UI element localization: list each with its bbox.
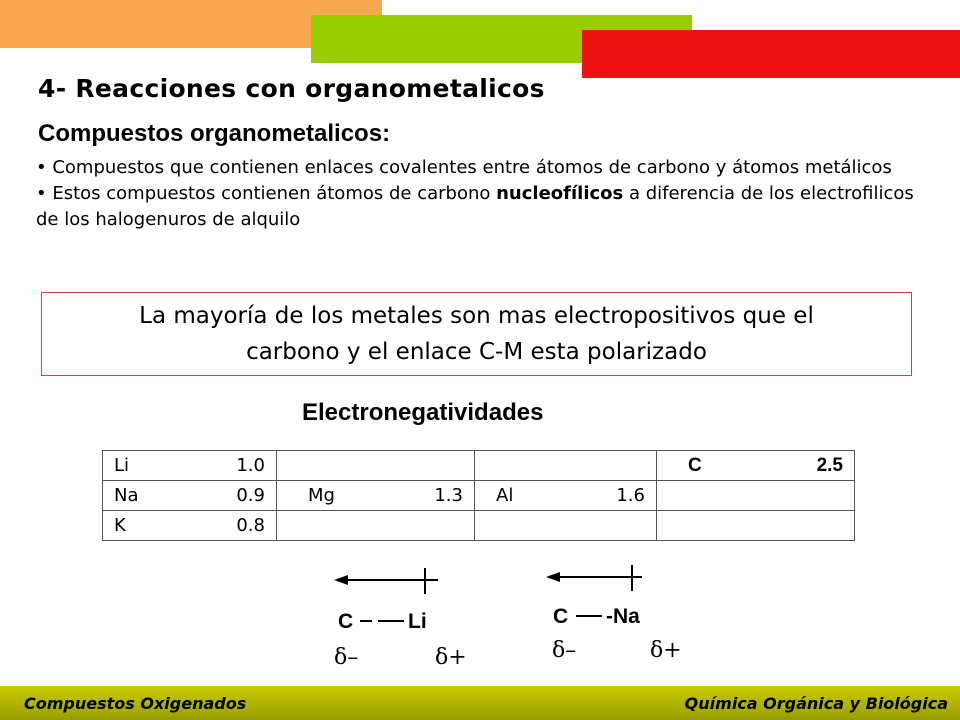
- element-symbol: Li: [114, 455, 130, 476]
- table-cell: [475, 451, 657, 481]
- lithium-atom-label: Li: [408, 610, 427, 633]
- table-cell: [277, 451, 475, 481]
- element-value: 1.0: [236, 455, 265, 476]
- table-cell: [657, 481, 855, 511]
- sodium-atom-label: -Na: [606, 605, 640, 628]
- element-value: 2.5: [816, 454, 843, 476]
- c-li-bond-diagram: [320, 560, 490, 670]
- table-cell: [657, 451, 855, 481]
- table-cell: [475, 511, 657, 541]
- table-cell: [103, 511, 277, 541]
- slide-title: 4- Reacciones con organometalicos: [38, 74, 545, 103]
- electronegativity-heading: Electronegatividades: [302, 399, 544, 426]
- table-cell: [277, 511, 475, 541]
- delta-negative: δ–: [552, 638, 577, 663]
- element-symbol: C: [688, 454, 702, 476]
- element-value: 0.9: [236, 485, 265, 506]
- table-cell: [103, 451, 277, 481]
- bullet-bold-term: nucleofílicos: [496, 183, 624, 204]
- table-row: [103, 451, 855, 481]
- delta-positive: δ+: [650, 638, 682, 663]
- element-symbol: K: [114, 515, 126, 536]
- footer-right-text: Química Orgánica y Biológica: [684, 693, 948, 713]
- table-cell: [277, 481, 475, 511]
- footer-left-text: Compuestos Oxigenados: [24, 693, 247, 713]
- footer-bar: [0, 686, 960, 720]
- bullet-covalent-bonds: • Compuestos que contienen enlaces covalentes entre átomos de carbono y átomos metálicos: [36, 157, 892, 178]
- element-value: 1.3: [434, 485, 463, 506]
- bullet-list: [36, 155, 916, 233]
- c-na-bond-diagram: [540, 560, 710, 670]
- element-value: 1.6: [616, 485, 645, 506]
- dipole-arrow-icon: [334, 568, 438, 594]
- bullet-text-post: a diferencia de los electrofilicos de los halogenuros de alquilo: [36, 183, 914, 230]
- table-row: [103, 511, 855, 541]
- delta-negative: δ–: [334, 645, 359, 670]
- table-cell: [103, 481, 277, 511]
- element-symbol: Na: [114, 485, 139, 506]
- delta-positive: δ+: [435, 645, 467, 670]
- electronegativity-table: [102, 450, 855, 541]
- bullet-text-pre: • Estos compuestos contienen átomos de carbono: [36, 183, 497, 204]
- element-symbol: Mg: [308, 485, 335, 506]
- table-cell: [475, 481, 657, 511]
- bullet-nucleophilic: [36, 181, 916, 233]
- element-symbol: Al: [496, 485, 514, 506]
- callout-line-2: carbono y el enlace C-M esta polarizado: [246, 339, 707, 365]
- header-block-red: [582, 30, 960, 78]
- callout-line-1: La mayoría de los metales son mas electropositivos que el: [139, 303, 814, 329]
- callout-text: [139, 298, 814, 370]
- table-cell: [657, 511, 855, 541]
- carbon-atom-label: C: [338, 610, 354, 633]
- section-subtitle: Compuestos organometalicos:: [38, 120, 391, 147]
- table-row: [103, 481, 855, 511]
- carbon-atom-label: C: [553, 605, 569, 628]
- dipole-arrow-icon: [546, 565, 642, 591]
- element-value: 0.8: [236, 515, 265, 536]
- callout-box: [41, 292, 912, 376]
